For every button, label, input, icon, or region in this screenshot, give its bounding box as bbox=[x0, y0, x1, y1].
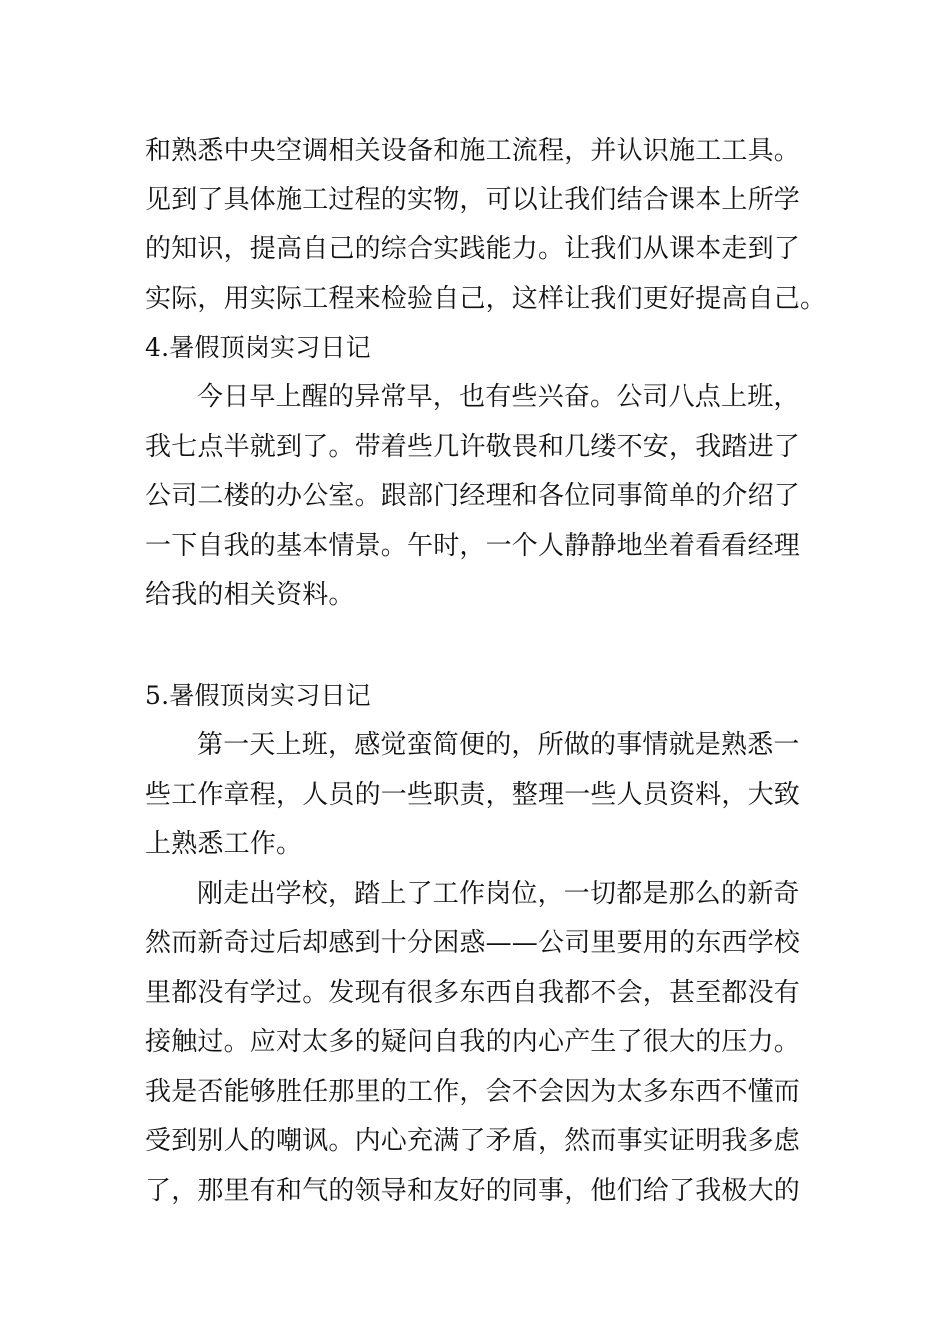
text-line: 今日早上醒的异常早，也有些兴奋。公司八点上班， bbox=[197, 382, 800, 412]
text-line: 第一天上班，感觉蛮简便的，所做的事情就是熟悉一 bbox=[197, 730, 800, 760]
text-line: 受到别人的嘲讽。内心充满了矛盾，然而事实证明我多虑 bbox=[145, 1126, 801, 1156]
text-line: 然而新奇过后却感到十分困惑——公司里要用的东西学校 bbox=[145, 928, 801, 958]
text-line: 了，那里有和气的领导和友好的同事，他们给了我极大的 bbox=[145, 1176, 801, 1206]
text-line: 见到了具体施工过程的实物，可以让我们结合课本上所学 bbox=[145, 185, 801, 215]
text-line: 些工作章程，人员的一些职责，整理一些人员资料，大致 bbox=[145, 780, 801, 810]
text-line: 我是否能够胜任那里的工作，会不会因为太多东西不懂而 bbox=[145, 1077, 801, 1107]
text-line: 我七点半就到了。带着些几许敬畏和几缕不安，我踏进了 bbox=[145, 432, 801, 462]
text-line: 的知识，提高自己的综合实践能力。让我们从课本走到了 bbox=[145, 234, 801, 264]
section-heading: 4.暑假顶岗实习日记 bbox=[145, 333, 371, 362]
text-line: 和熟悉中央空调相关设备和施工流程，并认识施工工具。 bbox=[145, 136, 801, 166]
text-line: 一下自我的基本情景。午时，一个人静静地坐着看看经理 bbox=[145, 531, 801, 561]
text-line: 刚走出学校，踏上了工作岗位，一切都是那么的新奇 bbox=[197, 879, 800, 909]
section-heading: 5.暑假顶岗实习日记 bbox=[145, 681, 371, 710]
text-line: 给我的相关资料。 bbox=[145, 580, 355, 610]
text-line: 上熟悉工作。 bbox=[145, 829, 303, 859]
text-line: 里都没有学过。发现有很多东西自我都不会，甚至都没有 bbox=[145, 978, 801, 1008]
text-line: 公司二楼的办公室。跟部门经理和各位同事简单的介绍了 bbox=[145, 481, 801, 511]
text-line: 实际，用实际工程来检验自己，这样让我们更好提高自己。 bbox=[145, 284, 827, 314]
text-line: 接触过。应对太多的疑问自我的内心产生了很大的压力。 bbox=[145, 1027, 801, 1057]
